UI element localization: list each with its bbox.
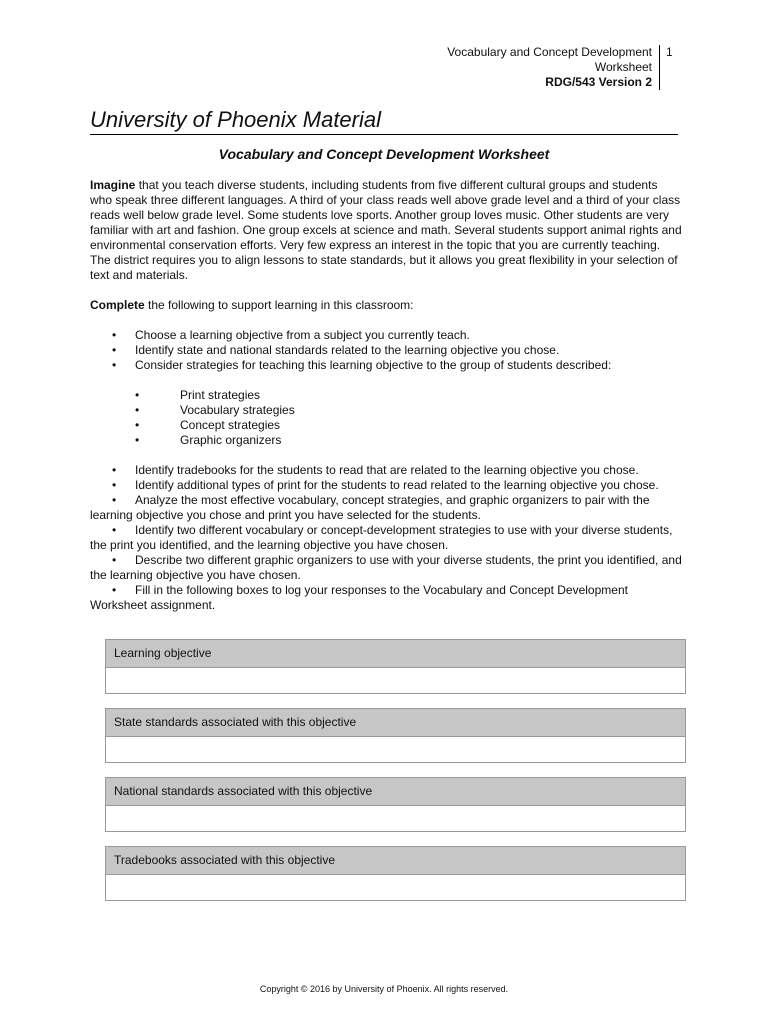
list-item: • Graphic organizers: [90, 433, 682, 448]
header-title-line1: Vocabulary and Concept Development: [447, 45, 652, 59]
complete-paragraph: [90, 298, 682, 313]
response-boxes: [105, 639, 686, 915]
learning-objective-box: [105, 639, 686, 694]
complete-text: the following to support learning in this classroom:: [144, 298, 414, 312]
bullet-icon: •: [112, 583, 117, 597]
tradebooks-box: [105, 846, 686, 901]
tradebooks-field[interactable]: [106, 875, 685, 900]
list-item: • Identify additional types of print for the students to read related to the learning objective you chose.: [112, 478, 659, 492]
box-label: Tradebooks associated with this objective: [106, 847, 685, 875]
bullet-icon: •: [112, 553, 117, 567]
list-item: • Vocabulary strategies: [90, 403, 682, 418]
list-item: • Analyze the most effective vocabulary, concept strategies, and graphic organizers to pair with the learning objective you chose and print you have selected for the students.: [90, 493, 650, 522]
worksheet-body: [90, 178, 682, 613]
bullet-icon: •: [112, 493, 117, 507]
national-standards-box: [105, 777, 686, 832]
task-list: [90, 328, 682, 373]
document-title: Vocabulary and Concept Development Worksheet: [218, 146, 550, 162]
state-standards-field[interactable]: [106, 737, 685, 762]
bullet-icon: •: [112, 463, 117, 477]
university-title: University of Phoenix Material: [90, 106, 678, 135]
page-header: [352, 45, 660, 90]
intro-paragraph: [90, 178, 682, 283]
list-item: • Identify tradebooks for the students to read that are related to the learning objective you chose.: [112, 463, 639, 477]
list-item: • Describe two different graphic organizers to use with your diverse students, the print you identified, and the learning objective you have chosen.: [90, 553, 682, 582]
list-item: • Consider strategies for teaching this learning objective to the group of students described:: [90, 358, 682, 373]
complete-lead: Complete: [90, 298, 145, 312]
list-item: • Print strategies: [90, 388, 682, 403]
box-label: State standards associated with this objective: [106, 709, 685, 737]
list-item: • Identify two different vocabulary or concept-development strategies to use with your diverse students, the print you identified, and the learning objective you have chosen.: [90, 523, 673, 552]
national-standards-field[interactable]: [106, 806, 685, 831]
learning-objective-field[interactable]: [106, 668, 685, 693]
list-item: • Fill in the following boxes to log your responses to the Vocabulary and Concept Development Worksheet assignment.: [90, 583, 628, 612]
list-item: • Concept strategies: [90, 418, 682, 433]
bullet-icon: •: [112, 478, 117, 492]
additional-task-list: [90, 463, 682, 613]
header-course-code: RDG/543 Version 2: [545, 75, 652, 89]
copyright-footer: Copyright © 2016 by University of Phoenix. All rights reserved.: [259, 984, 509, 994]
header-title-line2: Worksheet: [594, 60, 652, 74]
list-item: • Identify state and national standards related to the learning objective you chose.: [90, 343, 682, 358]
intro-text: that you teach diverse students, including students from five different cultural groups and students who speak three different languages. A third of your class reads well above grade level and a third of your class reads well below grade level. Some students love sports. Another group loves music. Other students are very familiar with art and fashion. One group excels at science and math. Several students support animal rights and environmental conservation efforts. Very few express an interest in the topic that you are currently teaching. The district requires you to align lessons to state standards, but it allows you great flexibility in your selection of text and materials.: [90, 178, 682, 282]
bullet-icon: •: [112, 523, 117, 537]
state-standards-box: [105, 708, 686, 763]
list-item: • Choose a learning objective from a subject you currently teach.: [90, 328, 682, 343]
box-label: National standards associated with this objective: [106, 778, 685, 806]
intro-lead: Imagine: [90, 178, 136, 192]
box-label: Learning objective: [106, 640, 685, 668]
page-number: 1: [666, 45, 673, 59]
strategy-list: [90, 388, 682, 448]
